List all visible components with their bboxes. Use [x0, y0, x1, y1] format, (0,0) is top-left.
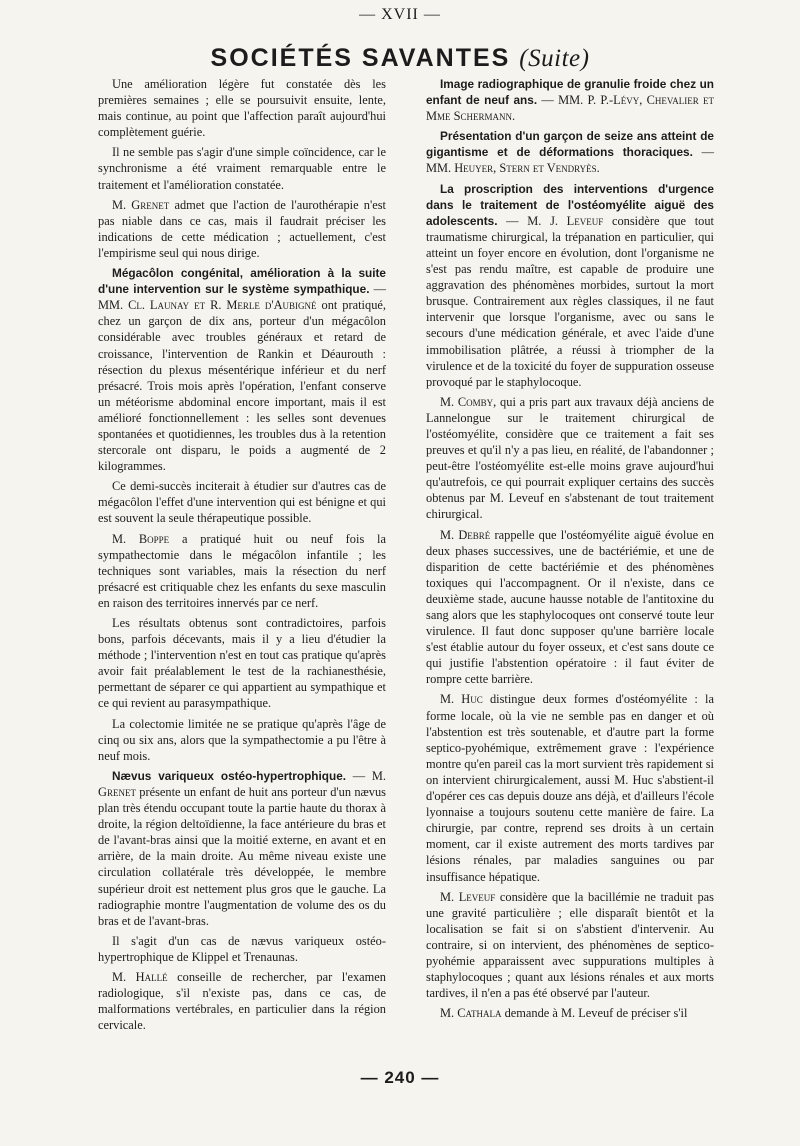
article-authors: — M. Grenet: [98, 768, 386, 799]
article-title: Mégacôlon congénital, amélioration à la suite d'une intervention sur le système sympathique.: [98, 266, 386, 297]
article-entry: [426, 181, 714, 390]
paragraph: [426, 889, 714, 1002]
author-name: M. Cathala: [440, 1006, 502, 1021]
paragraph: Ce demi-succès inciterait à étudier sur d'autres cas de mégacôlon l'effet d'une intervention qui est bénigne et qui est souvent la seule thérapeutique possible.: [98, 479, 386, 526]
article-text: présente un enfant de huit ans porteur d'un nævus plan très étendu occupant toute la partie haute du thorax à droite, la région deltoïdienne, la face antérieure du bras et de l'avant-bras ainsi que la moitié externe, en avant et en arrière, de la main droite. Au même niveau existe une circulation collatérale très développée, le membre supérieur droit est nettement plus gros que le gauche. La radiographie montre l'augmentation de volume des os du bras et de l'avant-bras.: [98, 784, 386, 928]
paragraph-text: , qui a pris part aux travaux déjà anciens de Lannelongue sur le traitement chirurgical de l'ostéomyélite, considère que ce traitement a fait ses preuves et qu'il n'y a pas lieu, en réalité, de l'abandonner ; peut-être l'ostéomyélite est-elle moins grave aujourd'hui qu'autrefois, ce qui pourrait expliquer certains des succès obtenus par M. Leveuf en s'abstenant de tout traitement chirurgical.: [426, 394, 714, 522]
article-title: La proscription des interventions d'urgence dans le traitement de l'ostéomyélite aiguë des adolescents.: [426, 181, 714, 228]
article-authors: — M. J. Leveuf: [497, 213, 604, 228]
paragraph-text: a pratiqué huit ou neuf fois la sympathectomie dans le mégacôlon infantile ; les techniques sont variables, mais la résection du nerf présacré est critiquable chez les enfants du sexe masculin en raison des territoires innervés par ce nerf.: [98, 531, 386, 610]
paragraph: [426, 691, 714, 884]
paragraph: Une amélioration légère fut constatée dès les premières semaines ; elle se poursuivit ensuite, lente, mais continue, au point que l'affection paraît aujourd'hui complètement guérie.: [98, 77, 386, 140]
paragraph-text: demande à M. Leveuf de préciser s'il: [501, 1006, 688, 1021]
article-text: considère que tout traumatisme chirurgical, la trépanation en particulier, qui atteint un foyer encore en évolution, dont l'organisme ne s'est pas rendu maître, est capable de produire une aggravation des phénomènes morbides, surtout la mort brusque. Contrairement aux règles classiques, il ne faut intervenir que lorsque l'organisme, avec ou sans le secours d'une médication générale, et avec l'aide d'une immobilisation plâtrée, a réussi à triompher de la virulence et de la toxicité du foyer de suppuration osseuse provoqué par le staphylocoque.: [426, 213, 715, 389]
section-title: SOCIÉTÉS SAVANTES: [210, 44, 511, 72]
article-text: ont pratiqué, chez un garçon de dix ans, porteur d'un mégacôlon considérable avec troubles généraux et retard de croissance, l'intervention de Rankin et Déaurouth : résection du plexus mésentérique inférieur et du nerf présacré. Trois mois après l'opération, l'enfant conserve un météorisme abdominal encore important, mais il est amélioré fonctionnellement : les selles sont devenues spontanées et quotidiennes, les troubles dus à la retention stercorale ont disparu, le poids a augmenté de 2 kilogrammes.: [98, 298, 386, 474]
article-entry: [426, 76, 714, 124]
article-title: Nævus variqueux ostéo-hypertrophique.: [112, 768, 347, 783]
page-number: — 240 —: [360, 1068, 440, 1087]
right-column: [426, 76, 714, 1025]
paragraph-text: distingue deux formes d'ostéomyélite : la forme locale, où la vie ne semble pas en danger et où l'abstention est très soutenable, et d'autre part la forme septico-pyohémique, extrêmement grave : l'expérience montre qu'en pareil cas la mort survient très rapidement si on intervient chirurgicalement, aussi M. Huc s'abstient-il d'opérer ces cas depuis douze ans déjà, et d'ailleurs l'école lyonnaise a toujours soutenu cette manière de faire. La chirurgie, par contre, reprend ses droits à un certain moment, car il existe autrement des morts tardives par lésions rénales, par maladies sanguines ou par insuffisance hépatique.: [426, 692, 714, 884]
author-name: M. Huc: [440, 692, 483, 707]
paragraph: [98, 531, 386, 611]
author-name: M. Grenet: [112, 197, 170, 212]
paragraph: [98, 197, 386, 261]
paragraph-text: rappelle que l'ostéomyélite aiguë évolue en deux phases successives, une de bactériémie, et une de disparition de cette bactériémie et des phénomènes toxiques qui l'accompagnent. Or il n'existe, dans ce deuxième stade, aucune hausse notable de l'antitoxine du sang alors que les staphylocoques ont conservé toute leur virulence. Il faut donc supposer qu'une barrière locale s'est établie autour du foyer osseux, et c'est sans doute ce qui justifie l'abstention opératoire : il faut éviter de rompre cette barrière.: [426, 527, 714, 687]
paragraph: [426, 527, 714, 688]
article-entry: [98, 265, 386, 474]
folio-roman: — XVII —: [359, 6, 441, 23]
paragraph: Il ne semble pas s'agir d'une simple coïncidence, car le synchronisme a été vraiment remarquable entre le traitement et l'amélioration constatée.: [98, 145, 386, 192]
author-name: M. Leveuf: [440, 889, 496, 904]
paragraph-text: conseille de rechercher, par l'examen radiologique, s'il n'existe pas, dans ce cas, de malformations vertébrales, en particulier dans la région cervicale.: [98, 969, 386, 1033]
section-suite: (Suite): [519, 45, 590, 72]
article-entry: [98, 768, 386, 929]
left-column: [98, 76, 386, 1037]
article-entry: [426, 128, 714, 176]
article-authors: — MM. P. P.-Lévy, Chevalier et Mme Schermann.: [426, 93, 714, 124]
author-name: M. Boppe: [112, 531, 170, 546]
paragraph-text: admet que l'action de l'aurothérapie n'est pas niable dans ce cas, mais il faudrait préciser les indications de cette médication ; actuellement, c'est l'empirisme seul qui nous dirige.: [98, 197, 386, 260]
author-name: M. Comby: [440, 394, 494, 409]
article-authors: — MM. Cl. Launay et R. Merle d'Aubigné: [98, 282, 386, 313]
paragraph: Les résultats obtenus sont contradictoires, parfois bons, parfois décevants, mais il y a lieu d'étudier la méthode ; l'intervention n'est en tout cas pratique qu'après avoir fait préalablement le test de la rachianesthésie, permettant de séparer ce qui appartient au sympathique et ce qui revient au parasympathique.: [98, 616, 386, 711]
article-authors: — MM. Heuyer, Stern et Vendryès.: [426, 145, 714, 176]
paragraph: La colectomie limitée ne se pratique qu'après l'âge de cinq ou six ans, alors que la sympathectomie a pu l'être à neuf mois.: [98, 716, 386, 763]
article-title: Présentation d'un garçon de seize ans atteint de gigantisme et de déformations thoraciques.: [426, 129, 714, 160]
author-name: M. Debré: [440, 527, 491, 542]
author-name: M. Hallé: [112, 969, 168, 984]
paragraph: [98, 969, 386, 1033]
paragraph: [426, 1005, 714, 1021]
paragraph-text: considère que la bacillémie ne traduit pas une gravité particulière ; elle disparaît bientôt et la localisation se fait si on s'abstient d'intervenir. Au contraire, si on intervient, des phénomènes de septico-pyohémie apparaissent avec suppurations multiples à staphylocoques ; quant aux lésions rénales et aux morts tardives, il n'en a pas été observé par l'auteur.: [426, 889, 714, 1001]
article-title: Image radiographique de granulie froide chez un enfant de neuf ans.: [426, 77, 714, 108]
paragraph: [426, 394, 714, 523]
section-header: [0, 44, 800, 73]
paragraph: Il s'agit d'un cas de nævus variqueux ostéo-hypertrophique de Klippel et Trenaunas.: [98, 933, 386, 964]
